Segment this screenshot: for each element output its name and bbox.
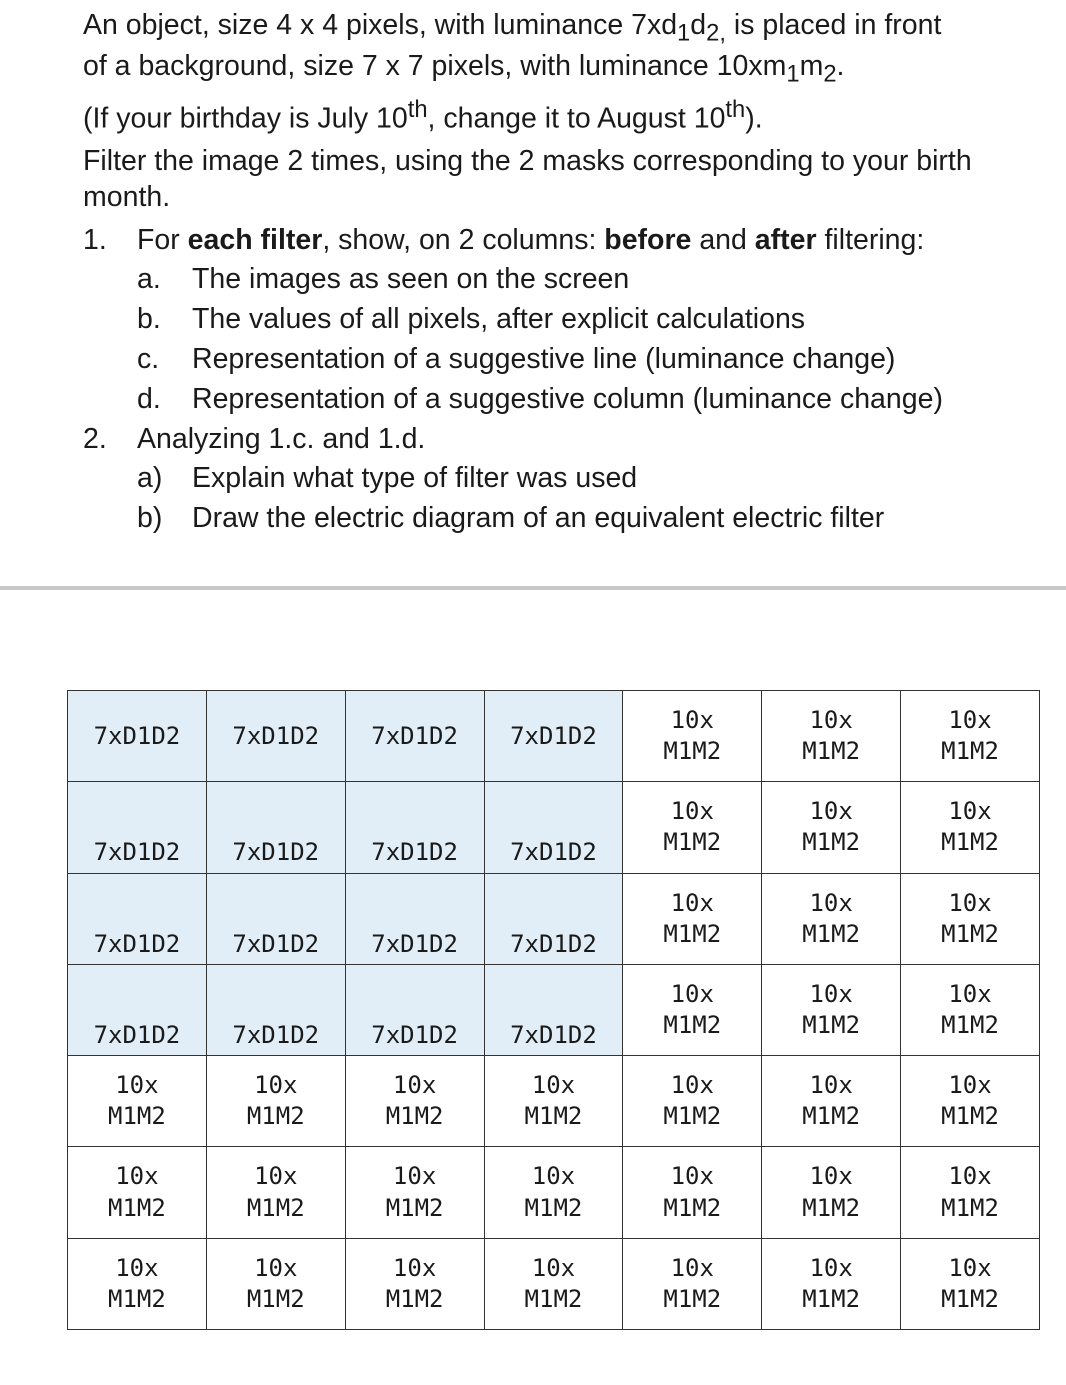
- birthday-note: (If your birthday is July 10th, change it to August 10th).: [83, 96, 763, 135]
- object-pixel: 7xD1D2: [484, 964, 623, 1055]
- background-pixel: 10x M1M2: [206, 1147, 345, 1238]
- background-pixel: 10x M1M2: [623, 964, 762, 1055]
- background-pixel: 10x M1M2: [484, 1238, 623, 1329]
- background-pixel: 10x M1M2: [762, 964, 901, 1055]
- object-pixel: 7xD1D2: [345, 873, 484, 964]
- pixel-grid: [67, 690, 1040, 1330]
- grid-row: [68, 1056, 1040, 1147]
- background-pixel: 10x M1M2: [901, 782, 1040, 873]
- background-pixel: 10x M1M2: [901, 1238, 1040, 1329]
- subtask-item: a. The images as seen on the screen: [137, 263, 630, 296]
- background-pixel: 10x M1M2: [345, 1056, 484, 1147]
- subtask-item: b. The values of all pixels, after explicit calculations: [137, 303, 806, 336]
- task-item: 1. For each filter, show, on 2 columns: before and after filtering: a. The images as seen on the screen b. The values of all pixels, after explicit calculations c. Representation of a suggestive line (luminance change) d. Representation of a suggestive column (luminance change): [83, 223, 1043, 418]
- background-pixel: 10x M1M2: [762, 782, 901, 873]
- object-pixel: 7xD1D2: [345, 782, 484, 873]
- background-pixel: 10x M1M2: [901, 1147, 1040, 1238]
- grid-row: [68, 691, 1040, 782]
- background-pixel: 10x M1M2: [762, 691, 901, 782]
- task-number: 1.: [83, 224, 107, 257]
- subtask-list: [137, 461, 1043, 537]
- background-pixel: 10x M1M2: [762, 1056, 901, 1147]
- subtask-item: d. Representation of a suggestive column (luminance change): [137, 383, 943, 416]
- object-pixel: 7xD1D2: [68, 964, 207, 1055]
- problem-statement: [83, 8, 1043, 541]
- background-pixel: 10x M1M2: [623, 691, 762, 782]
- background-pixel: 10x M1M2: [206, 1056, 345, 1147]
- grid-row: [68, 1147, 1040, 1238]
- background-pixel: 10x M1M2: [484, 1056, 623, 1147]
- object-pixel: 7xD1D2: [345, 691, 484, 782]
- background-pixel: 10x M1M2: [901, 964, 1040, 1055]
- background-pixel: 10x M1M2: [901, 873, 1040, 964]
- object-pixel: 7xD1D2: [206, 782, 345, 873]
- task-item: 2. Analyzing 1.c. and 1.d. a) Explain what type of filter was used b) Draw the electric diagram of an equivalent electric filter: [83, 422, 1043, 537]
- grid-row: [68, 964, 1040, 1055]
- section-divider: [0, 586, 1066, 590]
- background-pixel: 10x M1M2: [623, 782, 762, 873]
- object-pixel: 7xD1D2: [484, 782, 623, 873]
- filter-instruction: Filter the image 2 times, using the 2 masks corresponding to your birth month.: [83, 144, 972, 213]
- background-pixel: 10x M1M2: [623, 1147, 762, 1238]
- intro-paragraph: An object, size 4 x 4 pixels, with luminance $7xd_1d_{2,}$ is placed in front of a background, size 7 x 7 pixels, with luminance $10xm_1m_2$.: [83, 9, 942, 88]
- object-pixel: 7xD1D2: [206, 873, 345, 964]
- grid-row: [68, 873, 1040, 964]
- subtask-list: [137, 262, 1043, 418]
- object-pixel: 7xD1D2: [345, 964, 484, 1055]
- background-pixel: 10x M1M2: [623, 1238, 762, 1329]
- object-pixel: 7xD1D2: [484, 873, 623, 964]
- background-pixel: 10x M1M2: [901, 691, 1040, 782]
- task-list: [83, 223, 1043, 536]
- subtask-item: c. Representation of a suggestive line (luminance change): [137, 343, 896, 376]
- background-pixel: 10x M1M2: [68, 1238, 207, 1329]
- background-pixel: 10x M1M2: [68, 1147, 207, 1238]
- object-pixel: 7xD1D2: [68, 691, 207, 782]
- subtask-item: a) Explain what type of filter was used: [137, 461, 638, 494]
- object-pixel: 7xD1D2: [206, 691, 345, 782]
- background-pixel: 10x M1M2: [623, 873, 762, 964]
- background-pixel: 10x M1M2: [762, 1147, 901, 1238]
- subtask-item: b) Draw the electric diagram of an equivalent electric filter: [137, 501, 885, 534]
- background-pixel: 10x M1M2: [762, 873, 901, 964]
- background-pixel: 10x M1M2: [345, 1147, 484, 1238]
- pixel-grid-body: [68, 691, 1040, 1330]
- object-pixel: 7xD1D2: [484, 691, 623, 782]
- task-number: 2.: [83, 422, 107, 455]
- object-pixel: 7xD1D2: [206, 964, 345, 1055]
- object-pixel: 7xD1D2: [68, 873, 207, 964]
- background-pixel: 10x M1M2: [762, 1238, 901, 1329]
- background-pixel: 10x M1M2: [345, 1238, 484, 1329]
- background-pixel: 10x M1M2: [68, 1056, 207, 1147]
- background-pixel: 10x M1M2: [901, 1056, 1040, 1147]
- grid-row: [68, 1238, 1040, 1329]
- background-pixel: 10x M1M2: [484, 1147, 623, 1238]
- background-pixel: 10x M1M2: [623, 1056, 762, 1147]
- background-pixel: 10x M1M2: [206, 1238, 345, 1329]
- grid-row: [68, 782, 1040, 873]
- object-pixel: 7xD1D2: [68, 782, 207, 873]
